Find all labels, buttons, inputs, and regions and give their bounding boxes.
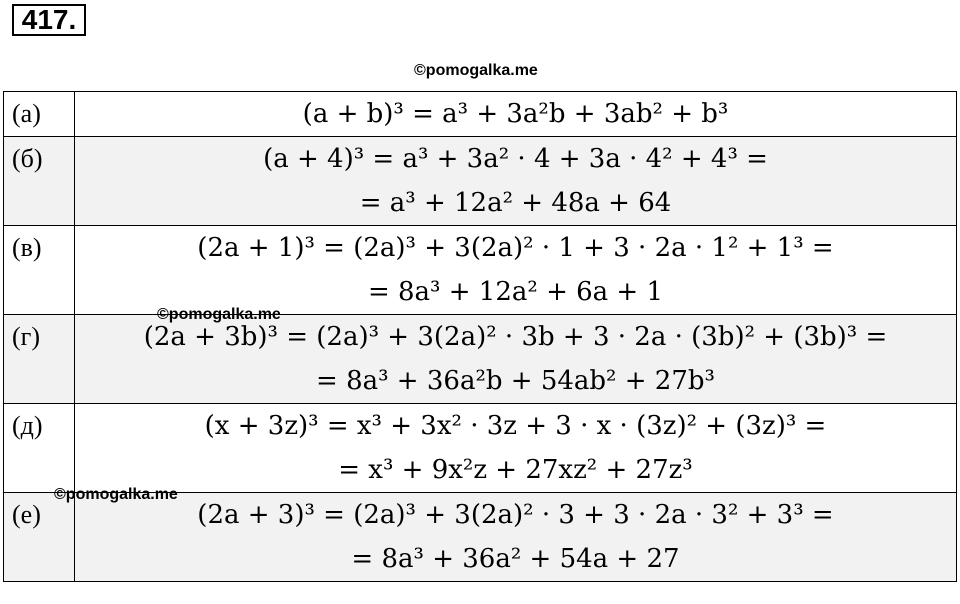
- row-label: (г): [12, 322, 40, 351]
- row-label: (в): [12, 233, 42, 262]
- row-d: [4, 404, 957, 493]
- expression-line: = 8a³ + 12a² + 6a + 1: [367, 277, 664, 307]
- row-a: [4, 92, 957, 137]
- row-label-cell: [4, 404, 75, 493]
- watermark-middle: ©pomogalka.me: [157, 306, 281, 323]
- row-label-cell: [4, 226, 75, 315]
- row-v: [4, 226, 957, 315]
- expression-line: (2a + 3)³ = (2a)³ + 3(2a)² · 3 + 3 · 2a · 3² + 3³ =: [197, 500, 834, 530]
- expression-line: (x + 3z)³ = x³ + 3x² · 3z + 3 · x · (3z)² + (3z)³ =: [204, 411, 827, 441]
- expression-line: (2a + 3b)³ = (2a)³ + 3(2a)² · 3b + 3 · 2a · (3b)² + (3b)³ =: [143, 322, 888, 352]
- expression-line: = x³ + 9x²z + 27xz² + 27z³: [338, 455, 693, 485]
- expression-cell: [75, 226, 957, 315]
- row-label-cell: [4, 315, 75, 404]
- row-b: [4, 137, 957, 226]
- row-label: (д): [12, 411, 43, 440]
- expression-cell: [75, 315, 957, 404]
- row-label: (а): [12, 99, 41, 128]
- expression-cell: [75, 404, 957, 493]
- watermark-top: ©pomogalka.me: [414, 62, 538, 79]
- row-g: [4, 315, 957, 404]
- expression-line: = 8a³ + 36a² + 54a + 27: [351, 544, 680, 574]
- expression-line: (a + 4)³ = a³ + 3a² · 4 + 3a · 4² + 4³ =: [263, 144, 768, 174]
- watermark-lower: ©pomogalka.me: [54, 486, 178, 503]
- expression-line: (2a + 1)³ = (2a)³ + 3(2a)² · 1 + 3 · 2a · 1² + 1³ =: [197, 233, 834, 263]
- row-label: (е): [12, 500, 41, 529]
- expression-line: (a + b)³ = a³ + 3a²b + 3ab² + b³: [302, 99, 729, 129]
- row-label-cell: [4, 92, 75, 137]
- row-label-cell: [4, 137, 75, 226]
- expression-cell: [75, 137, 957, 226]
- expression-cell: [75, 493, 957, 582]
- solutions-table: [3, 91, 957, 582]
- expression-line: = a³ + 12a² + 48a + 64: [359, 188, 672, 218]
- row-label-cell: [4, 493, 75, 582]
- row-e: [4, 493, 957, 582]
- expression-line: = 8a³ + 36a²b + 54ab² + 27b³: [316, 366, 715, 396]
- row-label: (б): [12, 144, 43, 173]
- problem-number: 417.: [12, 4, 86, 36]
- expression-cell: [75, 92, 957, 137]
